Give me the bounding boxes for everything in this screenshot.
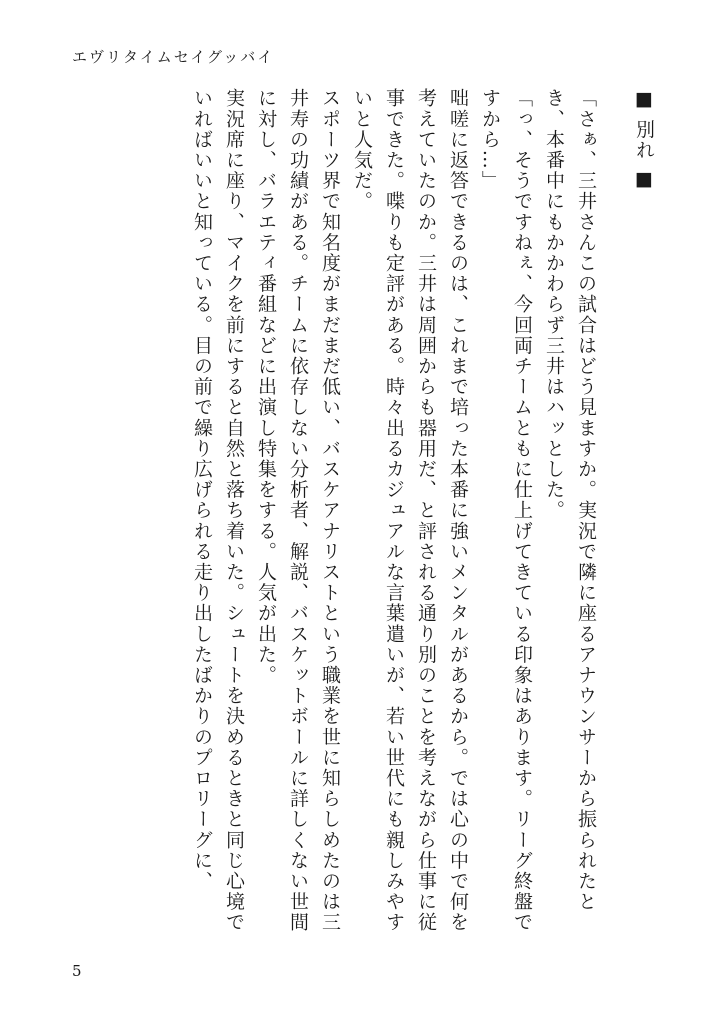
paragraph-2: 「っ、そうですねぇ、今回両チームともに仕上げてきている印象はあります。リーグ終盤ですから…」 <box>479 88 533 933</box>
paragraph-3: 咄嗟に返答できるのは、これまで培った本番に強いメンタルがあるから。では心の中で何を考えていたのか。三井は周囲からも器用だ、と評される通り別のことを考えながら仕事に従事できた。喋りも定評がある。時々出るカジュアルな言葉遣いが、若い世代にも親しみやすいと人気だ。 <box>351 88 469 933</box>
running-header: エヴリタイムセイグッバイ <box>72 48 275 66</box>
paragraph-1: 「さぁ、三井さんこの試合はどう見ますか。実況で隣に座るアナウンサーから振られたとき、本番中にもかかわらず三井はハッとした。 <box>543 88 597 912</box>
page-number: 5 <box>72 962 82 980</box>
paragraph-4: スポーツ界で知名度がまだまだ低い、バスケアナリストという職業を世に知らしめたのは三井寿の功績がある。チームに依存しない分析者、解説、バスケットボールに詳しくない世間に対し、バラエティ番組などに出演し特集をする。人気が出た。 <box>255 88 341 933</box>
vertical-body-text <box>62 88 660 948</box>
paragraph-5: 実況席に座り、マイクを前にすると自然と落ち着いた。シュートを決めるときと同じ心境でいればいいと知っている。目の前で繰り広げられる走り出したばかりのプロリーグに、 <box>191 88 245 933</box>
section-heading: ■ 別れ ■ <box>633 88 655 192</box>
